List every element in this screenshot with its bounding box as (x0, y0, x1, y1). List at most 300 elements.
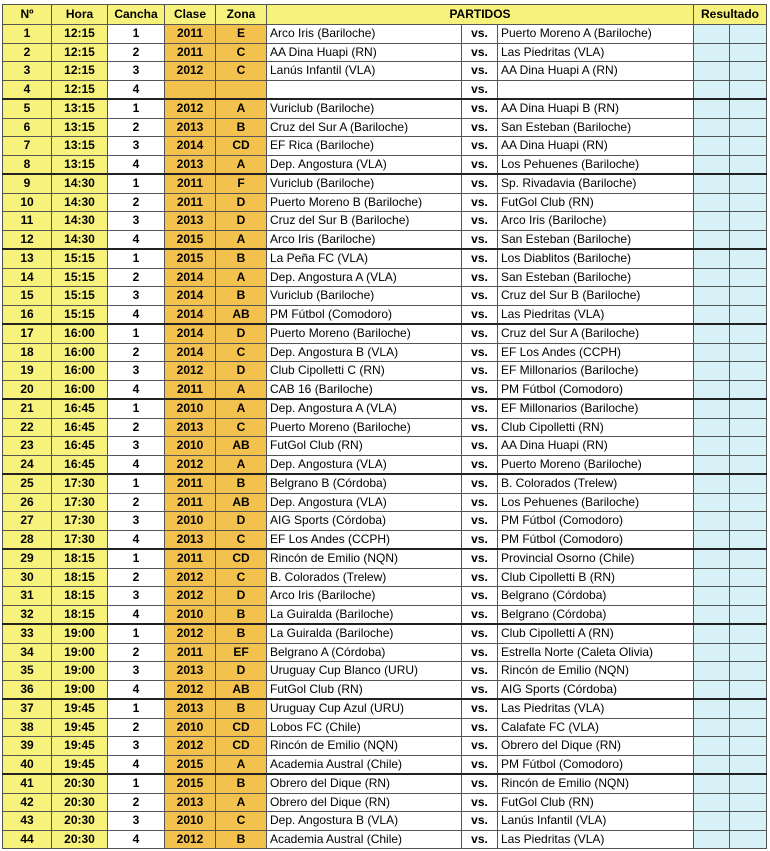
match-zone: B (216, 474, 267, 493)
match-time: 18:15 (52, 549, 108, 568)
match-class: 2015 (165, 774, 216, 793)
result-away[interactable] (730, 399, 767, 418)
result-away[interactable] (730, 455, 767, 474)
match-time: 18:15 (52, 605, 108, 624)
result-away[interactable] (730, 587, 767, 606)
match-class: 2010 (165, 437, 216, 456)
result-home[interactable] (694, 793, 730, 812)
home-team: Puerto Moreno B (Bariloche) (267, 193, 462, 212)
match-row (3, 268, 767, 287)
result-away[interactable] (730, 662, 767, 681)
match-row (3, 624, 767, 643)
result-home[interactable] (694, 155, 730, 174)
away-team: San Esteban (Bariloche) (498, 230, 694, 249)
match-row (3, 418, 767, 437)
home-team: Lobos FC (Chile) (267, 718, 462, 737)
home-team: Belgrano A (Córdoba) (267, 643, 462, 662)
vs-label: vs. (462, 643, 498, 662)
match-row (3, 718, 767, 737)
vs-label: vs. (462, 774, 498, 793)
result-home[interactable] (694, 230, 730, 249)
away-team: Belgrano (Córdoba) (498, 587, 694, 606)
match-class: 2014 (165, 324, 216, 343)
vs-label: vs. (462, 437, 498, 456)
home-team: Arco Iris (Bariloche) (267, 230, 462, 249)
away-team: EF Millonarios (Bariloche) (498, 399, 694, 418)
away-team: FutGol Club (RN) (498, 193, 694, 212)
match-class: 2013 (165, 118, 216, 137)
match-time: 16:00 (52, 324, 108, 343)
match-time: 16:45 (52, 399, 108, 418)
match-time: 19:00 (52, 680, 108, 699)
match-class: 2013 (165, 155, 216, 174)
away-team: Los Pehuenes (Bariloche) (498, 155, 694, 174)
result-away[interactable] (730, 343, 767, 362)
match-number: 12 (3, 230, 52, 249)
away-team: Arco Iris (Bariloche) (498, 212, 694, 231)
away-team: Las Piedritas (VLA) (498, 305, 694, 324)
result-home[interactable] (694, 662, 730, 681)
match-field: 4 (108, 380, 165, 399)
result-home[interactable] (694, 137, 730, 156)
result-home[interactable] (694, 399, 730, 418)
vs-label: vs. (462, 549, 498, 568)
match-time: 19:00 (52, 662, 108, 681)
match-zone: B (216, 287, 267, 306)
result-away[interactable] (730, 512, 767, 531)
vs-label: vs. (462, 737, 498, 756)
header-zona: Zona (216, 5, 267, 25)
result-away[interactable] (730, 230, 767, 249)
result-home[interactable] (694, 80, 730, 99)
result-away[interactable] (730, 493, 767, 512)
home-team (267, 80, 462, 99)
vs-label: vs. (462, 193, 498, 212)
match-field: 2 (108, 193, 165, 212)
away-team: Club Cipolletti (RN) (498, 418, 694, 437)
match-field: 4 (108, 80, 165, 99)
home-team: Dep. Angostura B (VLA) (267, 343, 462, 362)
result-away[interactable] (730, 830, 767, 849)
result-away[interactable] (730, 362, 767, 381)
result-home[interactable] (694, 493, 730, 512)
result-home[interactable] (694, 212, 730, 231)
result-home[interactable] (694, 437, 730, 456)
home-team: Puerto Moreno (Bariloche) (267, 324, 462, 343)
match-class: 2012 (165, 680, 216, 699)
result-away[interactable] (730, 174, 767, 193)
match-time: 19:00 (52, 643, 108, 662)
result-away[interactable] (730, 437, 767, 456)
match-number: 33 (3, 624, 52, 643)
result-home[interactable] (694, 530, 730, 549)
match-number: 37 (3, 699, 52, 718)
away-team: AA Dina Huapi A (RN) (498, 62, 694, 81)
match-field: 2 (108, 418, 165, 437)
vs-label: vs. (462, 174, 498, 193)
result-away[interactable] (730, 62, 767, 81)
match-row (3, 62, 767, 81)
match-class: 2012 (165, 737, 216, 756)
result-away[interactable] (730, 212, 767, 231)
match-field: 4 (108, 455, 165, 474)
match-time: 12:15 (52, 43, 108, 62)
match-row (3, 212, 767, 231)
match-class: 2012 (165, 362, 216, 381)
header-partidos: PARTIDOS (267, 5, 694, 25)
match-number: 31 (3, 587, 52, 606)
match-class: 2012 (165, 568, 216, 587)
result-away[interactable] (730, 137, 767, 156)
away-team: AIG Sports (Córdoba) (498, 680, 694, 699)
result-away[interactable] (730, 25, 767, 44)
away-team: San Esteban (Bariloche) (498, 118, 694, 137)
match-row (3, 737, 767, 756)
match-time: 19:45 (52, 718, 108, 737)
result-away[interactable] (730, 568, 767, 587)
match-row (3, 99, 767, 118)
result-home[interactable] (694, 174, 730, 193)
vs-label: vs. (462, 99, 498, 118)
home-team: Vuriclub (Bariloche) (267, 174, 462, 193)
match-row (3, 512, 767, 531)
match-row (3, 830, 767, 849)
match-row (3, 80, 767, 99)
match-number: 6 (3, 118, 52, 137)
result-home[interactable] (694, 305, 730, 324)
match-row (3, 174, 767, 193)
match-field: 3 (108, 362, 165, 381)
match-number: 4 (3, 80, 52, 99)
result-away[interactable] (730, 549, 767, 568)
away-team: EF Los Andes (CCPH) (498, 343, 694, 362)
result-home[interactable] (694, 718, 730, 737)
match-row (3, 455, 767, 474)
match-class: 2014 (165, 287, 216, 306)
result-home[interactable] (694, 755, 730, 774)
result-home[interactable] (694, 774, 730, 793)
match-number: 2 (3, 43, 52, 62)
match-number: 30 (3, 568, 52, 587)
match-class: 2012 (165, 99, 216, 118)
match-field: 4 (108, 755, 165, 774)
match-field: 1 (108, 474, 165, 493)
home-team: FutGol Club (RN) (267, 680, 462, 699)
away-team: Sp. Rivadavia (Bariloche) (498, 174, 694, 193)
match-time: 15:15 (52, 268, 108, 287)
match-zone: A (216, 455, 267, 474)
match-number: 38 (3, 718, 52, 737)
result-away[interactable] (730, 718, 767, 737)
match-class: 2014 (165, 305, 216, 324)
away-team: AA Dina Huapi B (RN) (498, 99, 694, 118)
match-field: 4 (108, 530, 165, 549)
result-home[interactable] (694, 380, 730, 399)
result-home[interactable] (694, 287, 730, 306)
result-home[interactable] (694, 812, 730, 831)
result-home[interactable] (694, 512, 730, 531)
home-team: Belgrano B (Córdoba) (267, 474, 462, 493)
match-time: 18:15 (52, 568, 108, 587)
match-time: 20:30 (52, 793, 108, 812)
away-team: Club Cipolletti A (RN) (498, 624, 694, 643)
result-away[interactable] (730, 530, 767, 549)
match-field: 1 (108, 99, 165, 118)
home-team: Obrero del Dique (RN) (267, 793, 462, 812)
vs-label: vs. (462, 399, 498, 418)
result-home[interactable] (694, 830, 730, 849)
away-team: Estrella Norte (Caleta Olivia) (498, 643, 694, 662)
match-class: 2015 (165, 230, 216, 249)
vs-label: vs. (462, 249, 498, 268)
match-class: 2011 (165, 493, 216, 512)
result-home[interactable] (694, 587, 730, 606)
result-home[interactable] (694, 43, 730, 62)
match-zone: B (216, 624, 267, 643)
match-zone: A (216, 793, 267, 812)
result-away[interactable] (730, 193, 767, 212)
match-class: 2013 (165, 212, 216, 231)
away-team: FutGol Club (RN) (498, 793, 694, 812)
vs-label: vs. (462, 624, 498, 643)
match-time: 13:15 (52, 118, 108, 137)
result-away[interactable] (730, 249, 767, 268)
match-number: 5 (3, 99, 52, 118)
match-time: 19:00 (52, 624, 108, 643)
home-team: Uruguay Cup Blanco (URU) (267, 662, 462, 681)
result-away[interactable] (730, 605, 767, 624)
result-home[interactable] (694, 737, 730, 756)
result-away[interactable] (730, 793, 767, 812)
away-team: B. Colorados (Trelew) (498, 474, 694, 493)
match-time: 14:30 (52, 193, 108, 212)
match-time: 15:15 (52, 287, 108, 306)
match-zone: AB (216, 437, 267, 456)
home-team: Cruz del Sur B (Bariloche) (267, 212, 462, 231)
result-home[interactable] (694, 643, 730, 662)
match-zone: D (216, 587, 267, 606)
match-class: 2011 (165, 174, 216, 193)
result-home[interactable] (694, 474, 730, 493)
result-away[interactable] (730, 737, 767, 756)
header-cancha: Cancha (108, 5, 165, 25)
match-number: 1 (3, 25, 52, 44)
vs-label: vs. (462, 380, 498, 399)
home-team: Cruz del Sur A (Bariloche) (267, 118, 462, 137)
result-home[interactable] (694, 699, 730, 718)
vs-label: vs. (462, 474, 498, 493)
match-time: 16:45 (52, 418, 108, 437)
header-hora: Hora (52, 5, 108, 25)
match-number: 32 (3, 605, 52, 624)
result-home[interactable] (694, 324, 730, 343)
match-zone: F (216, 174, 267, 193)
match-number: 43 (3, 812, 52, 831)
header-resultado: Resultado (694, 5, 767, 25)
match-class: 2011 (165, 43, 216, 62)
match-row (3, 155, 767, 174)
away-team: Belgrano (Córdoba) (498, 605, 694, 624)
away-team: PM Fútbol (Comodoro) (498, 512, 694, 531)
match-zone: CD (216, 718, 267, 737)
match-number: 9 (3, 174, 52, 193)
result-home[interactable] (694, 193, 730, 212)
match-zone: A (216, 155, 267, 174)
match-class: 2011 (165, 474, 216, 493)
match-number: 15 (3, 287, 52, 306)
result-away[interactable] (730, 80, 767, 99)
match-row (3, 399, 767, 418)
vs-label: vs. (462, 212, 498, 231)
result-away[interactable] (730, 474, 767, 493)
match-field: 3 (108, 212, 165, 231)
match-class: 2013 (165, 793, 216, 812)
result-home[interactable] (694, 249, 730, 268)
match-zone: D (216, 324, 267, 343)
match-time: 20:30 (52, 830, 108, 849)
result-home[interactable] (694, 418, 730, 437)
result-away[interactable] (730, 643, 767, 662)
home-team: EF Rica (Bariloche) (267, 137, 462, 156)
match-class (165, 80, 216, 99)
result-away[interactable] (730, 624, 767, 643)
result-away[interactable] (730, 324, 767, 343)
match-time: 17:30 (52, 512, 108, 531)
match-zone: A (216, 99, 267, 118)
vs-label: vs. (462, 812, 498, 831)
away-team: Cruz del Sur B (Bariloche) (498, 287, 694, 306)
vs-label: vs. (462, 343, 498, 362)
result-home[interactable] (694, 568, 730, 587)
match-number: 23 (3, 437, 52, 456)
match-time: 12:15 (52, 80, 108, 99)
result-home[interactable] (694, 362, 730, 381)
match-zone: A (216, 755, 267, 774)
vs-label: vs. (462, 43, 498, 62)
result-home[interactable] (694, 549, 730, 568)
result-home[interactable] (694, 680, 730, 699)
match-row (3, 362, 767, 381)
result-away[interactable] (730, 43, 767, 62)
result-away[interactable] (730, 774, 767, 793)
match-time: 13:15 (52, 137, 108, 156)
result-away[interactable] (730, 268, 767, 287)
result-away[interactable] (730, 699, 767, 718)
result-away[interactable] (730, 99, 767, 118)
vs-label: vs. (462, 230, 498, 249)
match-number: 27 (3, 512, 52, 531)
match-row (3, 25, 767, 44)
away-team: Cruz del Sur A (Bariloche) (498, 324, 694, 343)
result-home[interactable] (694, 624, 730, 643)
match-time: 16:00 (52, 362, 108, 381)
match-zone: B (216, 605, 267, 624)
match-zone: C (216, 568, 267, 587)
match-field: 1 (108, 25, 165, 44)
vs-label: vs. (462, 830, 498, 849)
match-row (3, 493, 767, 512)
result-home[interactable] (694, 118, 730, 137)
match-field: 4 (108, 830, 165, 849)
result-home[interactable] (694, 62, 730, 81)
match-time: 16:45 (52, 455, 108, 474)
result-away[interactable] (730, 680, 767, 699)
result-away[interactable] (730, 305, 767, 324)
vs-label: vs. (462, 718, 498, 737)
result-home[interactable] (694, 343, 730, 362)
match-time: 14:30 (52, 174, 108, 193)
vs-label: vs. (462, 287, 498, 306)
match-row (3, 118, 767, 137)
result-away[interactable] (730, 418, 767, 437)
match-class: 2015 (165, 755, 216, 774)
match-time: 19:45 (52, 737, 108, 756)
away-team: Los Diablitos (Bariloche) (498, 249, 694, 268)
match-zone: C (216, 343, 267, 362)
match-zone: D (216, 662, 267, 681)
match-class: 2012 (165, 830, 216, 849)
away-team: Provincial Osorno (Chile) (498, 549, 694, 568)
result-away[interactable] (730, 118, 767, 137)
match-row (3, 380, 767, 399)
away-team: Las Piedritas (VLA) (498, 699, 694, 718)
away-team: Puerto Moreno A (Bariloche) (498, 25, 694, 44)
match-class: 2015 (165, 249, 216, 268)
match-zone: D (216, 362, 267, 381)
match-field: 2 (108, 118, 165, 137)
result-home[interactable] (694, 605, 730, 624)
home-team: Dep. Angostura (VLA) (267, 155, 462, 174)
header-num: Nº (3, 5, 52, 25)
match-zone: C (216, 418, 267, 437)
match-time: 13:15 (52, 99, 108, 118)
away-team: Puerto Moreno (Bariloche) (498, 455, 694, 474)
vs-label: vs. (462, 155, 498, 174)
result-away[interactable] (730, 755, 767, 774)
result-home[interactable] (694, 455, 730, 474)
result-home[interactable] (694, 25, 730, 44)
match-row (3, 287, 767, 306)
match-zone: B (216, 774, 267, 793)
match-class: 2013 (165, 662, 216, 681)
away-team: Las Piedritas (VLA) (498, 830, 694, 849)
result-away[interactable] (730, 155, 767, 174)
match-row (3, 680, 767, 699)
vs-label: vs. (462, 324, 498, 343)
home-team: Dep. Angostura B (VLA) (267, 812, 462, 831)
vs-label: vs. (462, 137, 498, 156)
result-away[interactable] (730, 380, 767, 399)
vs-label: vs. (462, 755, 498, 774)
match-number: 25 (3, 474, 52, 493)
match-number: 21 (3, 399, 52, 418)
match-number: 22 (3, 418, 52, 437)
match-number: 20 (3, 380, 52, 399)
match-class: 2012 (165, 455, 216, 474)
match-number: 36 (3, 680, 52, 699)
away-team: PM Fútbol (Comodoro) (498, 380, 694, 399)
result-home[interactable] (694, 99, 730, 118)
result-home[interactable] (694, 268, 730, 287)
match-field: 1 (108, 324, 165, 343)
result-away[interactable] (730, 812, 767, 831)
away-team: Los Pehuenes (Bariloche) (498, 493, 694, 512)
match-field: 3 (108, 437, 165, 456)
match-row (3, 774, 767, 793)
result-away[interactable] (730, 287, 767, 306)
match-field: 4 (108, 305, 165, 324)
vs-label: vs. (462, 118, 498, 137)
